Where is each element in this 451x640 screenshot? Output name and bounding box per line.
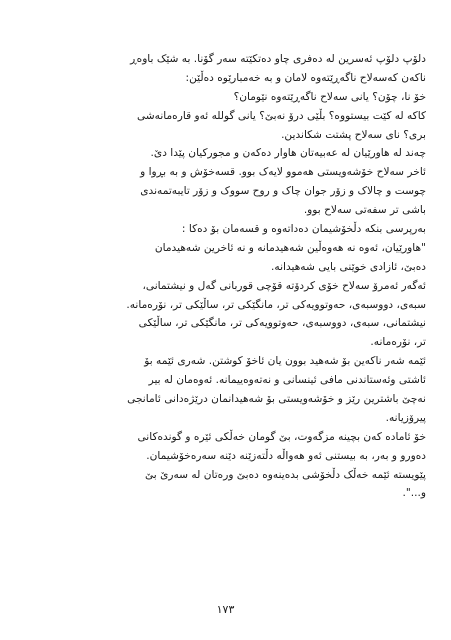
text-line: دلۆپ دلۆپ ئەسرین لە دەفری چاو دەتکێتە سەر گۆنا. بە شێک باوەڕ: [130, 53, 426, 65]
text-line: سبەی، دووسبەی، حەوتوویەکی تر، مانگێکی تر، ساڵێکی تر، نۆرەمانە.: [126, 298, 426, 311]
text-line: خۆ ئامادە کەن بچینە مزگەوت، بێ گومان خەڵکی ئێرە و گوندەکانی: [137, 430, 426, 443]
text-line: پیرۆزیانە.: [385, 411, 426, 424]
text-line: باشی تر سفەتی سەلاح بوو.: [303, 204, 426, 217]
page-number: ١٧٣: [216, 603, 235, 616]
text-line: ئەگەر ئەمرۆ سەلاح خۆی کردۆتە قۆچی قوربانی گەل و نیشتمانی،: [142, 279, 426, 292]
text-line: نیشتمانی، سبەی، دووسبەی، حەوتوویەکی تر، مانگێکی تر، ساڵێکی: [138, 317, 426, 330]
text-line: ئاخر سەلاح خۆشەویستی هەموو لایەک بوو. قسەخۆش و بە بڕوا و: [140, 166, 426, 179]
text-line: چەند لە هاورێیان لە عەبیەتان هاوار دەکەن و مجورکیان پێدا دێ.: [150, 147, 426, 160]
text-line: پێویستە ئێمە خەڵک دڵخۆشی بدەینەوە دەبێ ورەتان لە سەرێ بێ: [144, 468, 426, 481]
text-line: کاکە لە کێت بیستووە؟ بڵێی درۆ نەبێ؟ یانی گوللە ئەو قارەمانەشی: [136, 109, 426, 122]
text-line: چوست و چالاک و زۆر جوان چاک و روح سووک و زۆر تایبەتمەندی: [140, 185, 426, 198]
document-body: [40, 50, 426, 503]
text-line: ئێمە شەر ناکەین بۆ شەهید بوون یان ئاخۆ کوشتن. شەری ئێمە بۆ: [144, 355, 426, 368]
text-line: بەرپرسی بنکە دڵخۆشیمان دەداتەوە و قسەمان بۆ دەکا :: [181, 223, 426, 236]
text-line: خۆ نا، چۆن؟ یانی سەلاح ناگەڕێتەوە نێومان؟: [233, 90, 426, 103]
text-line: و...".: [402, 487, 426, 500]
text-line: "هاورێیان، ئەوە نە هەوەڵین شەهیدمانە و نە ئاخرین شەهیدمان: [154, 241, 426, 254]
text-line: دەورو و بەر، بە بیستنی ئەو هەواڵە دڵتەزێنە دێنە سەرەخۆشیمان.: [146, 449, 426, 462]
text-line: نەچێ باشترین رێز و خۆشەویستی بۆ شەهیدانمان درێژەدانی ئامانجی: [127, 393, 426, 406]
text-line: ئاشتی وئەستاندنی مافی ئینسانی و نەتەوەییمانە. ئەوەمان لە بیر: [148, 374, 426, 387]
text-line: ناکەن کەسەلاح ناگەڕێتەوە لامان و بە خەمبارێوە دەڵێن:: [185, 71, 426, 84]
text-line: تر، نۆرەمانە.: [370, 336, 426, 349]
text-line: دەبێ، ئازادی خوێنی بایی شەهیدانە.: [271, 260, 426, 273]
text-line: بری؟ نای سەلاح پشتت شکاندین.: [281, 128, 426, 141]
